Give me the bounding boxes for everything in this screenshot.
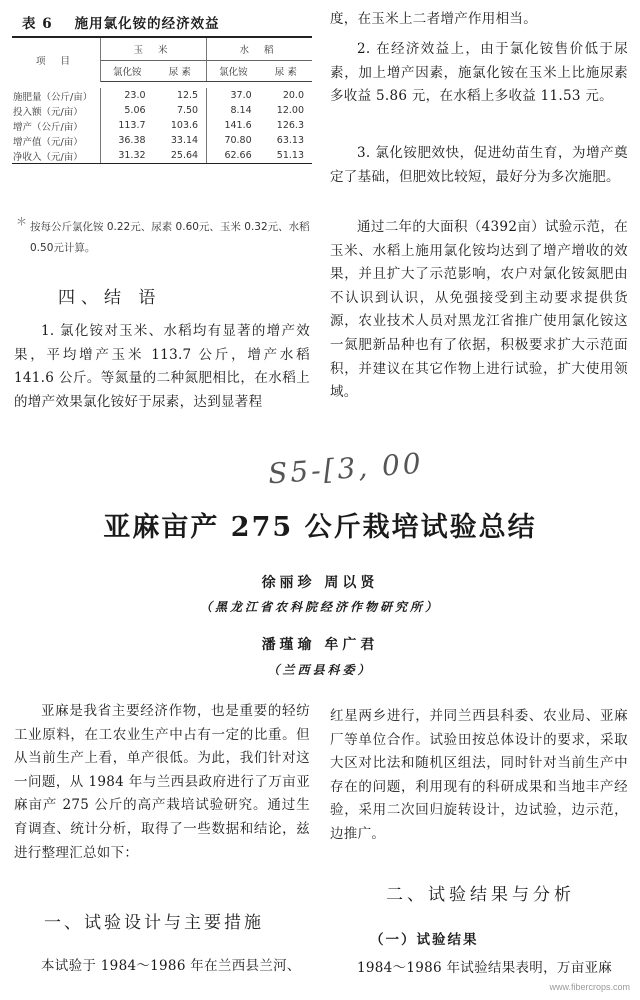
affiliation-1: （黑龙江省农科院经济作物研究所） [199,600,440,614]
table-cell: 113.7 [118,120,146,131]
section-heading-conclusion: 四、结 语 [58,288,162,308]
column-header: 氯化铵 [207,61,260,82]
table-cell: 141.6 [224,120,252,131]
section-heading-results: 二、试验结果与分析 [386,885,575,905]
economic-benefit-table [12,36,312,164]
table-number: 表 6 [22,16,53,32]
row-label: 净收入（元/亩） [12,148,101,164]
table-cell: 36.38 [118,135,146,146]
table-cell: 103.6 [154,118,207,133]
table-row [12,103,312,118]
conclusion-paragraph-1: 1. 氯化铵对玉米、水稻均有显著的增产效果，平均增产玉米 113.7 公斤，增产水稻 141.6 公斤。等氮量的二种氮肥相比，在水稻上的增产效果氯化铵好于尿素，达到显著程 [14,323,310,410]
row-label: 施肥量（公斤/亩） [12,88,101,103]
authors-line-2: 潘瑾瑜 牟广君 [261,637,379,653]
table-cell: 12.5 [154,88,207,103]
row-header-label: 项 目 [12,37,101,82]
subheading-results: （一）试验结果 [370,932,479,948]
table-note-marker: ＊ [16,215,27,228]
intro-paragraph: 亚麻是我省主要经济作物，也是重要的轻纺工业原料，在工农业生产中占有一定的比重。但从当前生产上看，单产很低。为此，我们针对这一问题，从 1984 年与兰西县政府进行了万亩亚麻亩产 275 公斤的高产栽培试验研究。通过生育调查、统计分析，取得了一些数据和结论，兹进行整理汇总如下： [14,703,310,861]
table-cell: 37.0 [230,90,252,101]
design-paragraph-cont: 红星两乡进行，并同兰西县科委、农业局、亚麻厂等单位合作。试验田按总体设计的要求，采取大区对比法和随机区组法，同时针对当前生产中存在的问题，利用现有的科研成果和当地丰产经验，采用二次回归旋转设计，边试验，边示范，边推广。 [330,708,628,842]
group-header-corn: 玉 米 [101,37,207,61]
conclusion-paragraph-1-cont: 度，在玉米上二者增产作用相当。 [330,11,537,27]
table-group-header-row [12,37,312,61]
table-caption [22,12,312,32]
table-cell: 20.0 [282,90,304,101]
row-label: 增产值（元/亩） [12,133,101,148]
table-cell: 33.14 [154,133,207,148]
table-cell: 62.66 [207,148,260,164]
paper-title: 亚麻亩产 275 公斤栽培试验总结 [103,512,537,543]
table-row [12,88,312,103]
column-header: 氯化铵 [101,61,154,82]
conclusion-paragraph-3: 3. 氯化铵肥效快，促进幼苗生育，为增产奠定了基础，但肥效比较短，最好分为多次施肥。 [330,145,628,185]
table-cell: 25.64 [154,148,207,164]
row-label: 投入额（元/亩） [12,103,101,118]
handwritten-annotation: S5-[3, 00 [267,446,425,491]
table-cell: 7.50 [154,103,207,118]
table-row [12,133,312,148]
affiliation-2: （兰西县科委） [267,663,373,677]
table-cell: 23.0 [124,90,146,101]
conclusion-paragraph-2: 2. 在经济效益上，由于氯化铵售价低于尿素，加上增产因素，施氯化铵在玉米上比施尿素多收益 5.86 元，在水稻上多收益 11.53 元。 [330,41,628,105]
design-paragraph: 本试验于 1984～1986 年在兰西县兰河、 [41,958,301,974]
authors-line-1: 徐丽珍 周以贤 [261,575,379,591]
table-cell: 8.14 [230,105,252,116]
table-cell: 12.00 [276,105,304,116]
row-label: 增产（公斤/亩） [12,118,101,133]
group-header-rice: 水 稻 [207,37,312,61]
table-cell: 70.80 [224,135,252,146]
table-title: 施用氯化铵的经济效益 [74,16,220,32]
table-cell: 126.3 [276,120,304,131]
table-row [12,118,312,133]
table-footnote: 按每公斤氯化铵 0.22元、尿素 0.60元、玉米 0.32元、水稻 0.50元计算。 [30,221,310,254]
table-row [12,148,312,164]
conclusion-summary-paragraph: 通过二年的大面积（4392亩）试验示范，在玉米、水稻上施用氯化铵均达到了增产增收的效果，并且扩大了示范影响，农户对氯化铵氮肥由不认识到认识，从免强接受到主动要求提供货源，农业技术人员对黑龙江省推广使用氯化铵这一氮肥新品种也有了依据，积极要求扩大示范面积，并建议在其它作物上进行试验，扩大使用领域。 [330,219,628,401]
table-cell: 63.13 [276,135,304,146]
section-heading-design: 一、试验设计与主要措施 [44,913,264,933]
table-cell: 31.32 [101,148,154,164]
column-header: 尿 素 [260,61,312,82]
results-paragraph: 1984～1986 年试验结果表明，万亩亚麻 [357,960,613,976]
watermark: www.fibercrops.com [549,982,630,992]
table-cell: 5.06 [124,105,146,116]
column-header: 尿 素 [154,61,207,82]
table-cell: 51.13 [260,148,312,164]
